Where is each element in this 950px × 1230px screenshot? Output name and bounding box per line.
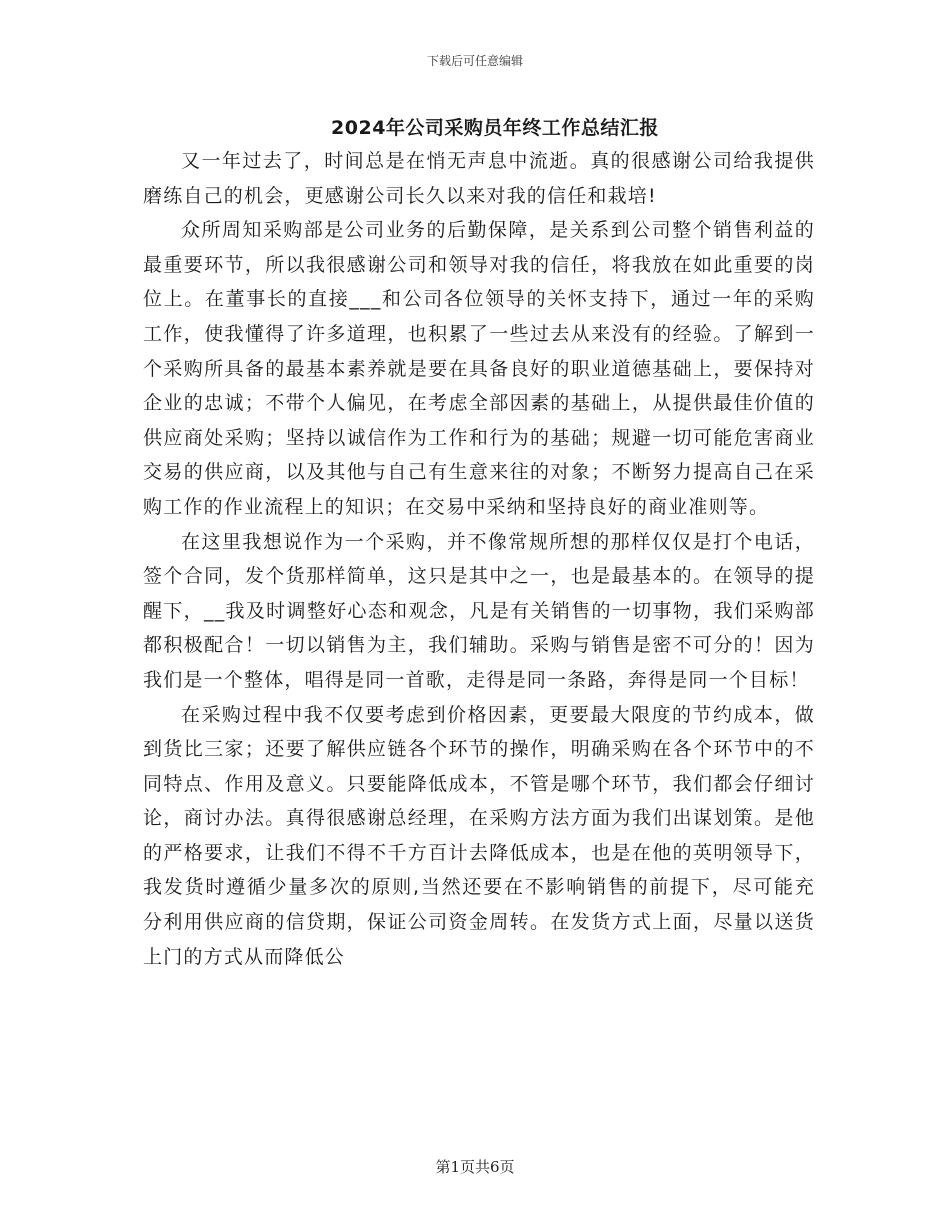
paragraph-4: 在采购过程中我不仅要考虑到价格因素，更要最大限度的节约成本，做到货比三家；还要了解供应链各个环节的操作，明确采购在各个环节中的不同特点、作用及意义。只要能降低成本，不管是哪个环节，我们都会仔细讨论，商讨办法。真得很感谢总经理，在采购方法方面为我们出谋划策。是他的严格要求，让我们不得不千方百计去降低成本，也是在他的英明领导下，我发货时遵循少量多次的原则,当然还要在不影响销售的前提下，尽可能充分利用供应商的信贷期，保证公司资金周转。在发货方式上面，尽量以送货上门的方式从而降低公 <box>143 703 815 968</box>
paragraph-3: 在这里我想说作为一个采购，并不像常规所想的那样仅仅是打个电话，签个合同，发个货那样简单，这只是其中之一，也是最基本的。在领导的提醒下，__我及时调整好心态和观念，凡是有关销售的一切事物，我们采购部都积极配合！一切以销售为主，我们辅助。采购与销售是密不可分的！因为我们是一个整体，唱得是同一首歌，走得是同一条路，奔得是同一个目标！ <box>143 530 815 691</box>
document-body <box>143 144 815 974</box>
page-footer: 第1页共6页 <box>435 1158 515 1176</box>
document-title: 2024年公司采购员年终工作总结汇报 <box>331 117 659 139</box>
header-note: 下载后可任意编辑 <box>426 54 523 68</box>
paragraph-1: 又一年过去了，时间总是在悄无声息中流逝。真的很感谢公司给我提供磨练自己的机会，更感谢公司长久以来对我的信任和栽培! <box>143 150 815 207</box>
paragraph-2: 众所周知采购部是公司业务的后勤保障，是关系到公司整个销售利益的最重要环节，所以我很感谢公司和领导对我的信任，将我放在如此重要的岗位上。在董事长的直接___和公司各位领导的关怀支持下，通过一年的采购工作，使我懂得了许多道理，也积累了一些过去从来没有的经验。了解到一个采购所具备的最基本素养就是要在具备良好的职业道德基础上，要保持对企业的忠诚；不带个人偏见，在考虑全部因素的基础上，从提供最佳价值的供应商处采购；坚持以诚信作为工作和行为的基础；规避一切可能危害商业交易的供应商，以及其他与自己有生意来往的对象；不断努力提高自己在采购工作的作业流程上的知识；在交易中采纳和坚持良好的商业准则等。 <box>143 219 815 518</box>
